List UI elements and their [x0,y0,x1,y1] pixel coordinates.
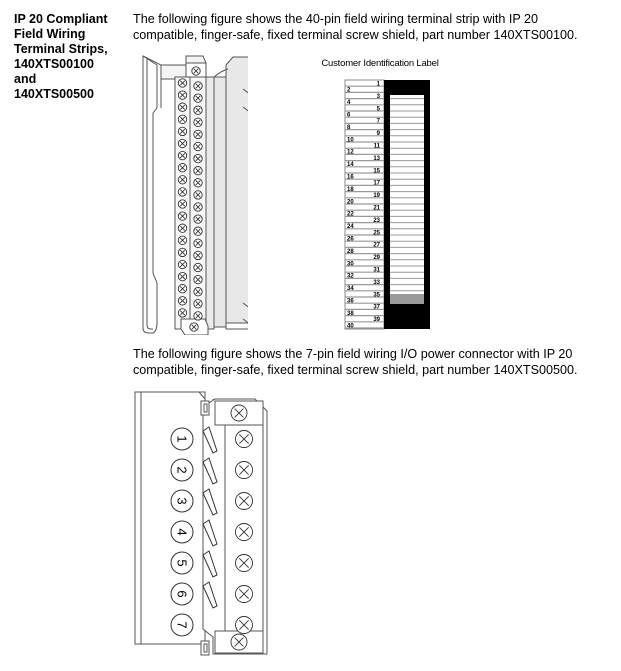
pin-number-even: 12 [347,149,354,156]
power-connector-7-pin-drawing [133,389,271,664]
heading-line: IP 20 Compliant [14,12,108,26]
pin-number-odd: 27 [373,242,380,249]
screw-icon [236,586,253,603]
screw-icon [178,236,186,244]
pin-number-even: 14 [347,162,354,169]
screw-icon [194,130,202,138]
screw-icon [236,431,253,448]
screw-icon [178,139,186,147]
pin-number-even: 6 [347,112,351,119]
pin-label-circle [171,521,193,543]
screw-icon [236,493,253,510]
screw-icon [236,462,253,479]
pin-number-even: 26 [347,236,354,243]
pin-number-odd: 17 [373,180,380,187]
pin-number-odd: 25 [373,230,380,237]
screw-icon [178,115,186,123]
pin-number-even: 34 [347,286,354,293]
terminal-strip-40-pin-drawing [133,53,248,335]
screw-icon [194,94,202,102]
pin-label: 2 [174,466,190,474]
paragraph-line: The following figure shows the 7-pin field wiring I/O power connector with IP 20 [133,347,573,361]
pin-number-odd: 11 [373,143,380,150]
pin-label: 5 [174,559,190,567]
pin-number-odd: 29 [373,255,380,262]
screw-icon [194,106,202,114]
pin-number-odd: 5 [376,106,380,113]
screw-icon [194,215,202,223]
pin-number-even: 8 [347,124,351,131]
pin-number-odd: 7 [376,118,380,125]
pin-number-odd: 1 [376,81,380,88]
pin-number-even: 10 [347,137,354,144]
screw-icon [178,188,186,196]
pin-number-even: 32 [347,273,354,280]
screw-icon [178,79,186,87]
screw-icon [236,555,253,572]
screw-icon [178,103,186,111]
screw-icon [194,203,202,211]
pin-number-even: 16 [347,174,354,181]
pin-label-circle [171,490,193,512]
identification-label-drawing [300,58,460,333]
pin-label-circle [171,459,193,481]
pin-number-odd: 19 [373,193,380,200]
screw-icon [194,251,202,259]
paragraph-line: The following figure shows the 40-pin field wiring terminal strip with IP 20 [133,12,539,26]
screw-icon [178,127,186,135]
label-figure-title: Customer Identification Label [321,58,439,69]
pin-label: 3 [174,497,190,505]
pin-number-even: 2 [347,87,351,94]
screw-icon [194,275,202,283]
screw-icon [178,224,186,232]
paragraph-line: compatible, finger-safe, fixed terminal screw shield, part number 140XTS00100. [133,28,578,42]
screw-icon [194,227,202,235]
pin-label-circle [171,583,193,605]
pin-label: 4 [174,528,190,536]
pin-number-even: 28 [347,248,354,255]
pin-number-even: 38 [347,310,354,317]
screw-icon [178,248,186,256]
paragraph-40-pin [133,11,613,43]
pin-number-even: 36 [347,298,354,305]
screw-icon [231,405,247,421]
paragraph-line: compatible, finger-safe, fixed terminal screw shield, part number 140XTS00500. [133,363,578,377]
pin-number-even: 40 [347,323,354,330]
screw-icon [178,297,186,305]
pin-number-odd: 15 [373,168,380,175]
screw-icon [236,524,253,541]
paragraph-7-pin [133,346,613,378]
screw-icon [178,260,186,268]
heading-line: Field Wiring [14,27,86,41]
pin-number-odd: 23 [373,217,380,224]
heading-line: Terminal Strips, [14,42,108,56]
pin-number-odd: 21 [373,205,380,212]
pin-number-even: 18 [347,186,354,193]
customer-identification-label-figure [300,58,460,333]
screw-icon [194,167,202,175]
screw-icon [194,191,202,199]
screw-icon [178,200,186,208]
label-hatched-area [390,294,424,304]
pin-number-even: 20 [347,199,354,206]
pin-label: 6 [174,590,190,598]
screw-icon [194,263,202,271]
pin-number-even: 24 [347,224,354,231]
heading-line: and [14,72,37,86]
heading-line: 140XTS00100 [14,57,94,71]
heading-line: 140XTS00500 [14,87,94,101]
screw-icon [194,300,202,308]
pin-number-odd: 9 [376,131,380,138]
pin-number-even: 22 [347,211,354,218]
pin-number-even: 4 [347,100,351,107]
screw-icon [178,285,186,293]
screw-icon [236,617,253,634]
pin-label: 1 [174,435,190,443]
screw-icon [194,142,202,150]
pin-number-odd: 13 [373,155,380,162]
screw-icon [178,151,186,159]
screw-icon [178,91,186,99]
pin-label-circle [171,614,193,636]
pin-number-odd: 3 [376,93,380,100]
screw-icon [178,176,186,184]
screw-icon [190,323,198,331]
pin-label-circle [171,428,193,450]
pin-label: 7 [174,621,190,629]
screw-icon [178,309,186,317]
screw-icon [194,239,202,247]
screw-icon [194,179,202,187]
screw-icon [194,312,202,320]
pin-number-even: 30 [347,261,354,268]
terminal-strip-40-pin-figure [133,53,248,335]
pin-number-odd: 39 [373,317,380,324]
screw-icon [194,288,202,296]
pin-number-odd: 31 [373,267,380,274]
pin-number-odd: 35 [373,292,380,299]
pin-label-circle [171,552,193,574]
screw-icon [178,272,186,280]
screw-icon [192,67,200,75]
screw-icon [178,212,186,220]
screw-icon [194,118,202,126]
pin-number-odd: 33 [373,279,380,286]
screw-icon [178,164,186,172]
screw-icon [194,82,202,90]
pin-number-odd: 37 [373,304,380,311]
power-connector-7-pin-figure [133,389,271,664]
screw-icon [194,154,202,162]
screw-icon [231,634,247,650]
section-heading [14,12,126,102]
